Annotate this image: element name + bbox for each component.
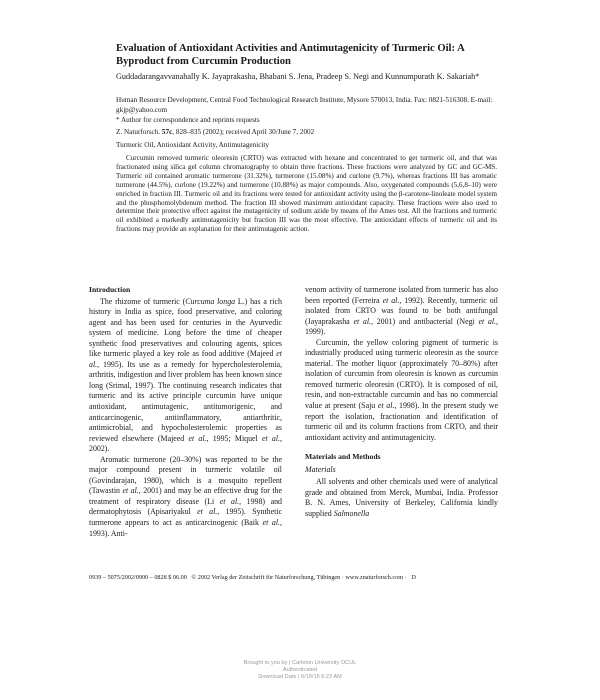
download-line-1: Brought to you by | Carleton University OCUL xyxy=(243,660,357,666)
footer-issn: 0939 – 5075/2002/0900 – 0828 $ 06.00 xyxy=(89,574,187,581)
materials-subheading: Materials xyxy=(305,464,336,474)
right-column xyxy=(305,285,498,519)
journal-pages-dates: , 828–835 (2002); received April 30/June 7, 2002 xyxy=(172,128,315,136)
download-line-3: Download Date | 6/19/15 6:23 AM xyxy=(258,674,342,680)
materials-paragraph: All solvents and other chemicals used were of analytical grade and obtained from Merck, Mumbai, India. Professor B. N. Ames, University of Berkeley, California kindly supplied Salmonella xyxy=(305,477,498,518)
left-column xyxy=(89,285,282,539)
intro-paragraph-1: The rhizome of turmeric (Curcuma longa L.) has a rich history in India as spice, food preservative, and coloring agent and has been used for centuries in the Ayurvedic system of medicine. Long before the time of cheaper synthetic food preservatives and colouring agents, spices like turmeric played a key role as food additive (Majeed et al., 1995). Its use as a remedy for hypercholesterolemia, arthritis, indigestion and liver problem has been known since long (Srimal, 1997). The continuing research indicates that turmeric and its active principle curcumin have unique antioxidant, antimutagenic, antitumorigenic, and anticarcinogenic, antiinflammatory, antiarthritic, antimicrobial, and hypocholesterolemic properties as reviewed elsewhere (Majeed et al., 1995; Miquel et al., 2002). xyxy=(89,296,282,454)
introduction-heading: Introduction xyxy=(89,285,131,294)
page-footer xyxy=(89,574,499,582)
journal-reference xyxy=(116,128,496,138)
author-list: Guddadarangavvanahally K. Jayaprakasha, Bhabani S. Jena, Pradeep S. Negi and Kunnumpurath K. Sakariah* xyxy=(116,72,480,81)
journal-name: Z. Naturforsch. xyxy=(116,128,162,136)
paper-title: Evaluation of Antioxidant Activities and Antimutagenicity of Turmeric Oil: A Byproduct from Curcumin Production xyxy=(116,43,465,67)
affiliation: Human Resource Development, Central Food Technological Research Institute, Mysore 570013, India. Fax: 0821-516308. E-mail: gkjp@yahoo.com xyxy=(116,96,493,114)
footer-mark: D xyxy=(411,574,416,581)
footer-copyright: © 2002 Verlag der Zeitschrift für Naturforschung, Tübingen · www.znaturforsch.com · xyxy=(191,574,407,581)
methods-heading: Materials and Methods xyxy=(305,452,381,462)
download-watermark xyxy=(200,660,400,681)
intro-paragraph-4: Curcumin, the yellow coloring pigment of turmeric is industrially produced using turmeric oleoresin as the source material. The mother liquor (approximately 70–80%) after isolation of curcumin from oleoresin is known as curcumin removed turmeric oleoresin (CRTO). It is composed of oil, resin, and non-extractable curcumin and has no commercial value at present (Saju et al., 1998). In the present study we report the isolation, fractionation and identification of turmeric oil and its column fractions from CRTO, and their antioxidant activity and antimutagenicity. xyxy=(305,337,498,442)
abstract: Curcumin removed turmeric oleoresin (CRTO) was extracted with hexane and concentrated to get turmeric oil, and that was fractionated using silica gel column chromatography to obtain three fractions. These fractions were analyzed by GC and GC-MS. Turmeric oil contained aromatic turmerone (31.32%), turmerone (15.08%) and curlone (9.7%), whereas fractions III has aromatic turmerone (44.5%), curlone (19.22%) and turmerone (10.88%) as major compounds. Also, oxygenated compounds (5,6,8–10) were enriched in fraction III. Turmeric oil and its fractions were tested for antioxidant activity using the β-carotene-linoleate model system and the phosphomolybdenum method. The fraction III showed maximum antioxidant capacity. These fractions were also used to determine their protective effect against the mutagenicity of sodium azide by means of the Ames test. All the fractions and turmeric oil exhibited a markedly antimutagenicity but fraction III was the most effective. The antioxidant effects of turmeric oil and its fractions may provide an explanation for their antimutagenic action. xyxy=(116,154,497,234)
keywords: Turmeric Oil, Antioxidant Activity, Antimutagenicity xyxy=(116,141,269,149)
intro-paragraph-3: venom activity of turmerone isolated from turmeric has also been reported (Ferreira et al., 1992). Recently, turmeric oil isolated from CRTO was found to be both antifungal (Jayaprakasha et al., 2001) and antibacterial (Negi et al., 1999). xyxy=(305,285,499,337)
journal-volume: 57c xyxy=(161,128,173,136)
download-line-2: Authenticated xyxy=(282,667,318,673)
intro-paragraph-2: Aromatic turmerone (20–30%) was reported to be the major compound present in turmeric volatile oil (Govindarajan, 1980), which is a mosquito repellent (Tawastin et al., 2001) and may be an effective drug for the treatment of respiratory disease (Li et al., 1998) and dermatophytosis (Apisariyakul et al., 1995). Synthetic turmerone appears to act as anticarcinogenic (Baik et al., 1993). Anti- xyxy=(89,454,283,538)
correspondence-note: * Author for correspondence and reprints requests xyxy=(116,116,260,124)
